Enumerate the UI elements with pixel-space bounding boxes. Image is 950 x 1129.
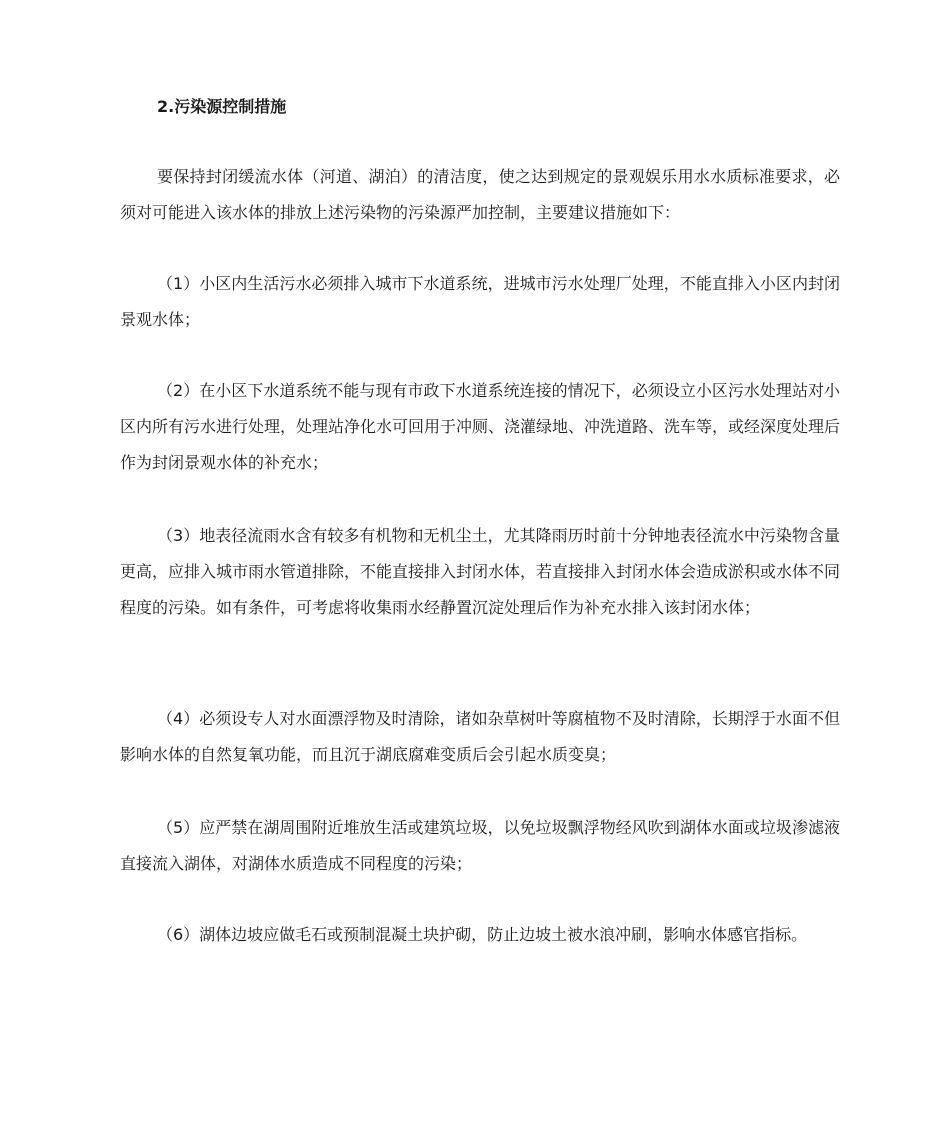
measure-3-paragraph: （3）地表径流雨水含有较多有机物和无机尘土，尤其降雨历时前十分钟地表径流水中污染物含量更高，应排入城市雨水管道排除，不能直接排入封闭水体，若直接排入封闭水体会造成淤积或水体不同程度的污染。如有条件，可考虑将收集雨水经静置沉淀处理后作为补充水排入该封闭水体； [120,526,841,617]
measure-4-paragraph: （4）必须设专人对水面漂浮物及时清除，诸如杂草树叶等腐植物不及时清除，长期浮于水面不但影响水体的自然复氧功能，而且沉于湖底腐难变质后会引起水质变臭； [120,709,840,764]
measure-2-paragraph: （2）在小区下水道系统不能与现有市政下水道系统连接的情况下，必须设立小区污水处理站对小区内所有污水进行处理，处理站净化水可回用于冲厕、浇灌绿地、冲洗道路、洗车等，或经深度处理后作为封闭景观水体的补充水； [120,381,841,472]
section-heading: 2.污染源控制措施 [157,97,287,116]
measure-6-paragraph: （6）湖体边坡应做毛石或预制混凝土块护砌，防止边坡土被水浪冲刷，影响水体感官指标。 [157,925,808,944]
measure-1-paragraph: （1）小区内生活污水必须排入城市下水道系统，进城市污水处理厂处理，不能直排入小区内封闭景观水体； [120,274,840,329]
measure-5-paragraph: （5）应严禁在湖周围附近堆放生活或建筑垃圾，以免垃圾飘浮物经风吹到湖体水面或垃圾渗滤液直接流入湖体，对湖体水质造成不同程度的污染； [120,818,840,873]
intro-paragraph: 要保持封闭缓流水体（河道、湖泊）的清洁度，使之达到规定的景观娱乐用水水质标准要求，必须对可能进入该水体的排放上述污染物的污染源严加控制，主要建议措施如下： [120,167,840,222]
